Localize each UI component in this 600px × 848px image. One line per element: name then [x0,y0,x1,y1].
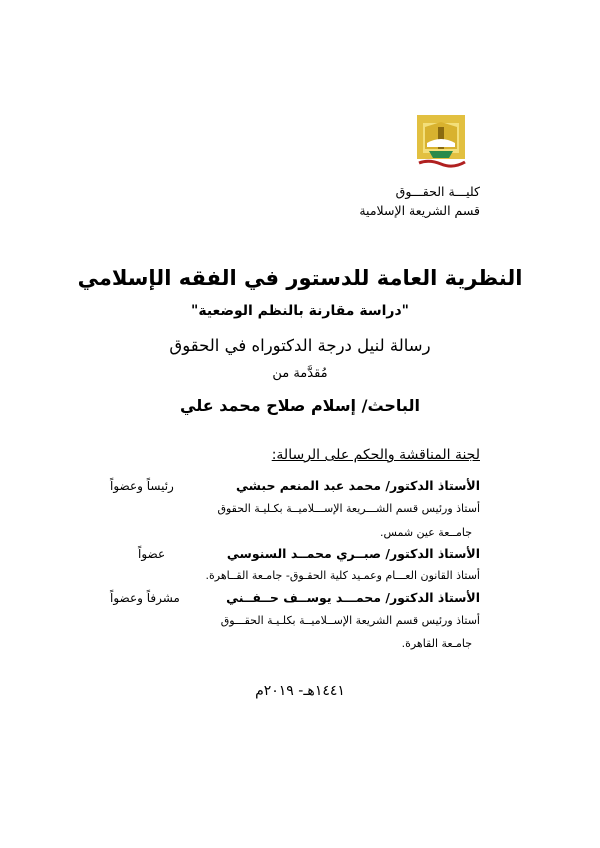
university-emblem [411,113,471,173]
member-role: عضواً [138,547,166,561]
presented-by: مُقدَّمة من [272,366,328,381]
faculty-block [359,182,480,220]
degree-statement: رسالة لنيل درجة الدكتوراه في الحقوق [169,336,431,355]
member-name: الأستاذ الدكتور/ محمد عبد المنعم حبشي [235,478,480,493]
thesis-title: النظرية العامة للدستور في الفقه الإسلامي [77,266,523,290]
researcher-name: الباحث/ إسلام صلاح محمد علي [180,396,420,415]
thesis-subtitle: "دراسة مقارنة بالنظم الوضعية" [191,303,409,319]
member-affiliation: أستاذ ورئيس قسم الشريعة الإســلاميــة بكلـيـة الحقـــوق [220,614,480,627]
member-affiliation: أستاذ القانون العـــام وعمـيد كلية الحقـوق- جامـعة القــاهرة. [205,569,480,582]
submission-date: ١٤٤١هـ- ٢٠١٩م [255,683,345,699]
faculty-name: كليـــة الحقـــوق [395,184,480,199]
department-name: قسم الشريعة الإسلامية [359,203,480,218]
committee-heading: لجنة المناقشة والحكم على الرسالة: [271,447,480,463]
member-name: الأستاذ الدكتور/ محمـــد يوســف حــفــني [226,590,480,605]
member-affiliation: جامــعة عين شمس. [379,526,472,539]
member-name: الأستاذ الدكتور/ صبــري محمــد السنوسي [226,546,480,561]
member-role: رئيساً وعضواً [110,479,174,493]
member-role: مشرفاً وعضواً [110,591,180,605]
member-affiliation: أستاذ ورئيس قسم الشـــريعة الإســـلاميــة بكـليـة الحقوق [217,502,480,515]
member-affiliation: جامـعة القاهرة. [401,637,472,650]
